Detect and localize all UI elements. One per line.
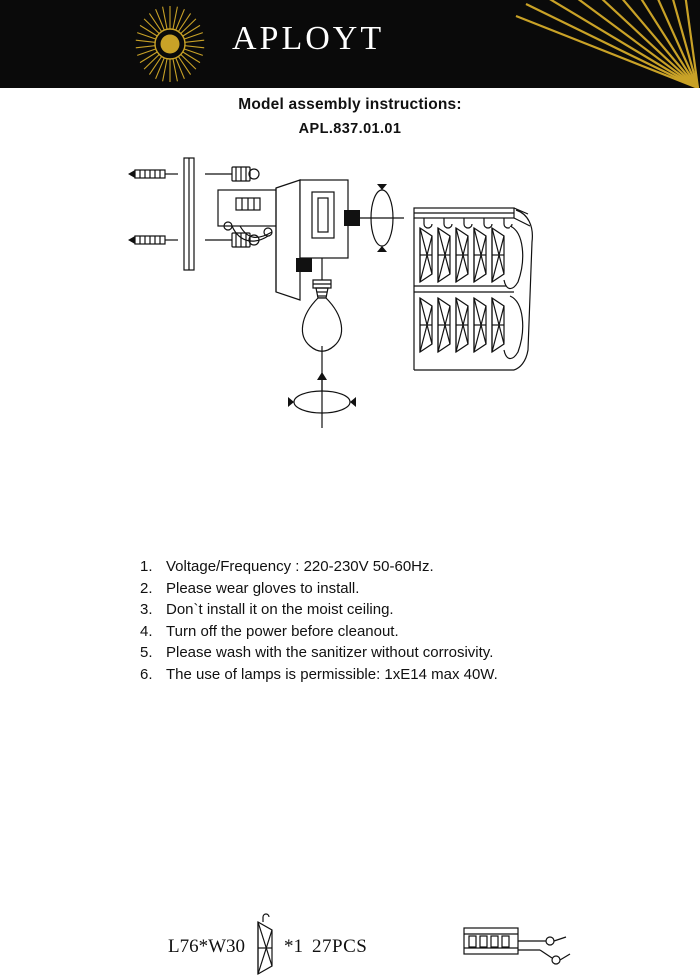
screw-lower [205, 233, 259, 247]
list-item [140, 621, 660, 643]
note-number: 6. [140, 665, 153, 683]
note-number: 2. [140, 579, 153, 597]
note-text: Please wash with the sanitizer without corrosivity. [166, 644, 494, 661]
note-text: The use of lamps is permissible: 1xE14 max 40W. [166, 665, 498, 683]
model-code: APL.837.01.01 [298, 121, 402, 137]
mounting-plate [184, 158, 194, 270]
list-item [140, 599, 660, 621]
wall-anchor-lower [128, 236, 178, 244]
instruction-notes-list [140, 556, 660, 685]
note-number: 3. [140, 601, 153, 618]
crystal-pendant-icon [250, 912, 280, 978]
spec-quantity: *1 [284, 936, 303, 957]
note-text: Turn off the power before cleanout. [166, 622, 399, 640]
sunburst-logo-icon [130, 4, 210, 84]
note-text: Voltage/Frequency : 220-230V 50-60Hz. [166, 558, 434, 575]
brand-wordmark: APLOYT [232, 20, 385, 57]
terminal-block-icon [460, 920, 580, 972]
rotation-arrow-horizontal [344, 184, 404, 252]
socket-e14 [316, 288, 328, 298]
crystal-shade-assembly [414, 208, 532, 370]
list-item [140, 556, 660, 578]
lamp-base [276, 180, 348, 300]
header-banner [0, 0, 700, 88]
spec-count: 27PCS [312, 936, 368, 957]
wall-anchor-upper [128, 170, 178, 178]
list-item [140, 664, 660, 686]
page-title [0, 96, 700, 137]
note-number: 1. [140, 558, 153, 575]
list-item [140, 642, 660, 664]
note-number: 5. [140, 644, 153, 661]
spec-dimensions: L76*W30 [168, 936, 246, 957]
note-text: Don`t install it on the moist ceiling. [166, 601, 394, 618]
wall-sconce-assembly-diagram [0, 140, 700, 440]
list-item [140, 578, 660, 600]
screw-upper [205, 167, 259, 181]
rotation-arrow-vertical [288, 372, 356, 428]
note-text: Please wear gloves to install. [166, 579, 360, 597]
fan-rays-icon [430, 0, 700, 88]
note-number: 4. [140, 622, 153, 640]
page-title-line1: Model assembly instructions: [238, 96, 462, 113]
